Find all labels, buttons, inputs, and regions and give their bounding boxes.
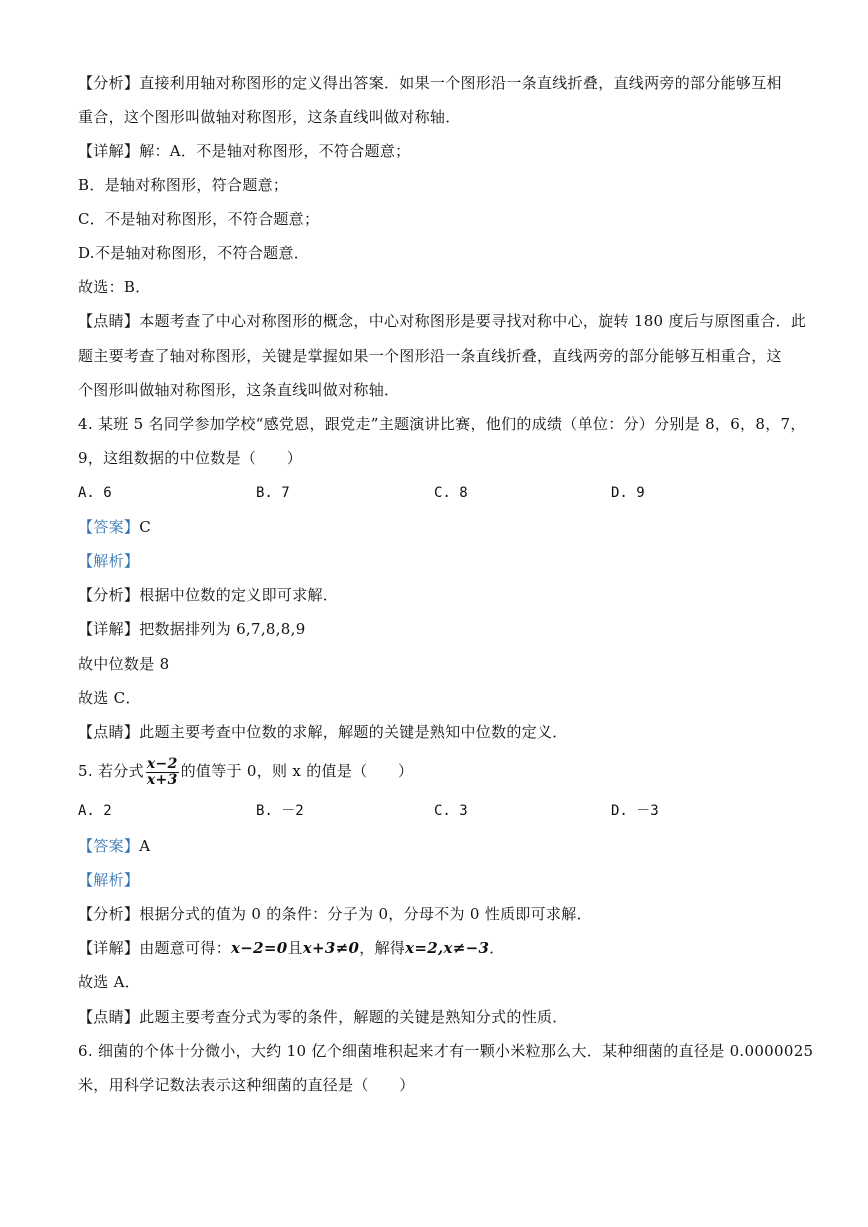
- q4-analysis-text: 根据中位数的定义即可求解．: [139, 586, 339, 604]
- q4-answer: [78, 517, 793, 537]
- comment-tag: 【点睛】: [78, 723, 140, 741]
- q3-choose: 故选：B．: [78, 278, 151, 296]
- q3-comment-text: 本题考查了中心对称图形的概念，中心对称图形是要寻找对称中心，旋转 180 度后与原图重合．此: [139, 312, 807, 330]
- q5-answer: [78, 836, 793, 856]
- fraction-numerator: x−2: [146, 755, 178, 772]
- q5-choose: 故选 A．: [78, 973, 141, 991]
- answer-value: C: [139, 518, 151, 536]
- q4-comment: [78, 722, 793, 742]
- detail-tag: 【详解】: [78, 620, 140, 638]
- q4-option-d: D. 9: [611, 485, 645, 501]
- answer-tag: 【答案】: [78, 837, 140, 855]
- q5-fraction: [146, 757, 179, 788]
- q5-stem-suffix: 的值等于 0，则 x 的值是（ ）: [180, 762, 414, 780]
- q5-comment-text: 此题主要考查分式为零的条件，解题的关键是熟知分式的性质．: [139, 1008, 568, 1026]
- q5-detail-mid: ，解得: [359, 939, 406, 957]
- q5-option-a: A. 2: [78, 803, 112, 819]
- q5-detail-end: ．: [489, 939, 505, 957]
- q5-stem: [78, 754, 793, 788]
- comment-tag: 【点睛】: [78, 1008, 140, 1026]
- q5-equation-1: x−2=0: [231, 939, 288, 957]
- answer-value: A: [139, 837, 151, 855]
- q3-detail-line-3: C．不是轴对称图形，不符合题意；: [78, 210, 320, 228]
- q4-option-b: B. 7: [256, 485, 290, 501]
- q4-stem-line-2: 9，这组数据的中位数是（ ）: [78, 449, 303, 467]
- q4-detail-line-2: 故中位数是 8: [78, 655, 170, 673]
- q4-detail-text: 把数据排列为 6,7,8,8,9: [139, 620, 306, 638]
- q4-detail: [78, 619, 793, 639]
- q3-comment-line-2: 题主要考查了轴对称图形，关键是掌握如果一个图形沿一条直线折叠，直线两旁的部分能够互相重合，这: [78, 347, 782, 365]
- q5-comment: [78, 1007, 793, 1027]
- q4-analysis: [78, 585, 793, 605]
- q6-stem-line-2: 米，用科学记数法表示这种细菌的直径是（ ）: [78, 1076, 415, 1094]
- q6-stem-line-1: 6. 细菌的个体十分微小，大约 10 亿个细菌堆积起来才有一颗小米粒那么大．某种细菌的直径是 0.0000025: [78, 1042, 814, 1060]
- comment-tag: 【点睛】: [78, 312, 140, 330]
- q5-detail: [78, 938, 793, 958]
- q3-analysis-line-2: 重合，这个图形叫做轴对称图形，这条直线叫做对称轴．: [78, 108, 461, 126]
- q5-parse-tag: 【解析】: [78, 871, 140, 889]
- answer-tag: 【答案】: [78, 518, 140, 536]
- fraction-denominator: x+3: [146, 771, 178, 788]
- q4-comment-text: 此题主要考查中位数的求解，解题的关键是熟知中位数的定义．: [139, 723, 568, 741]
- analysis-tag: 【分析】: [78, 74, 140, 92]
- q3-detail-line-2: B．是轴对称图形，符合题意；: [78, 176, 289, 194]
- q5-detail-and: 且: [287, 939, 303, 957]
- q5-option-d: D. －3: [611, 803, 659, 819]
- q3-comment-line-3: 个图形叫做轴对称图形，这条直线叫做对称轴．: [78, 381, 400, 399]
- q4-choose: 故选 C．: [78, 689, 141, 707]
- q4-option-a: A. 6: [78, 485, 112, 501]
- analysis-tag: 【分析】: [78, 905, 140, 923]
- analysis-tag: 【分析】: [78, 586, 140, 604]
- detail-tag: 【详解】: [78, 142, 140, 160]
- q4-option-c: C. 8: [434, 485, 468, 501]
- detail-tag: 【详解】: [78, 939, 140, 957]
- q5-equation-2: x+3≠0: [302, 939, 360, 957]
- q5-option-b: B. －2: [256, 803, 304, 819]
- q5-analysis-text: 根据分式的值为 0 的条件：分子为 0，分母不为 0 性质即可求解．: [139, 905, 592, 923]
- q4-stem-line-1: 4. 某班 5 名同学参加学校“感党恩，跟党走”主题演讲比赛，他们的成绩（单位：分）分别是 8，6，8，7，: [78, 415, 806, 433]
- q3-analysis-line-1: [78, 73, 793, 93]
- q4-parse-tag: 【解析】: [78, 552, 140, 570]
- q5-stem-prefix: 5. 若分式: [78, 762, 144, 780]
- q5-detail-prefix: 由题意可得：: [139, 939, 232, 957]
- q5-analysis: [78, 904, 793, 924]
- q5-equation-3: x=2,x≠−3: [405, 939, 490, 957]
- q3-analysis-text: 直接利用轴对称图形的定义得出答案．如果一个图形沿一条直线折叠，直线两旁的部分能够互相: [139, 74, 782, 92]
- q3-detail-line-4: D.不是轴对称图形，不符合题意．: [78, 244, 310, 262]
- q3-detail-text: 解：A．不是轴对称图形，不符合题意；: [139, 142, 411, 160]
- q5-option-c: C. 3: [434, 803, 468, 819]
- q3-comment-line-1: [78, 311, 807, 331]
- q3-detail-line-1: [78, 141, 793, 161]
